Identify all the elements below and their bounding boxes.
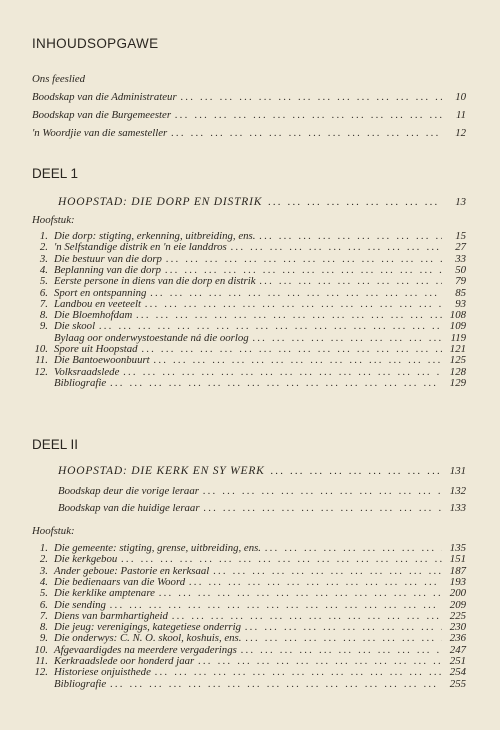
chapter-number: 1. (39, 542, 48, 554)
chapter-title: Spore uit Hoopstad (54, 343, 138, 355)
chapter-title: Beplanning van die dorp (54, 263, 162, 276)
chapter-title: Landbou en veeteelt (54, 297, 141, 310)
chapter-number: 9. (39, 320, 48, 333)
page-number: 209 (449, 598, 466, 611)
chapter-label: Hoofstuk: (32, 525, 75, 537)
page-number: 33 (455, 252, 466, 265)
chapter-number: 3. (39, 252, 48, 265)
chapter-number: 6. (39, 598, 48, 611)
chapter-title: Die skool (54, 320, 96, 333)
chapter-title: Die sending (54, 598, 106, 611)
chapter-title: Die Bloemhofdam (54, 309, 133, 322)
toc-entry: Boodskap van die huidige leraar ... . 133 (58, 502, 466, 515)
page-number: 193 (449, 575, 466, 588)
chapter-number: 1. (39, 230, 48, 242)
chapter-number: 8. (39, 621, 48, 634)
page-number: 85 (455, 286, 466, 299)
page-number: 109 (449, 320, 466, 333)
chapter-number: 3. (39, 564, 48, 577)
chapter-title: Die kerkgebou (54, 553, 118, 566)
page-number: 128 (449, 365, 466, 378)
chapter-number: 10. (34, 343, 48, 355)
chapter-title: Ander geboue: Pastorie en kerksaal (54, 564, 210, 577)
page-number: 15 (455, 230, 466, 242)
page-number: 187 (449, 564, 466, 577)
part-heading: DEEL 1 (32, 166, 79, 181)
chapter-title: Die Bantoewoonbuurt (54, 354, 150, 367)
page-number: 225 (449, 609, 466, 622)
page-number: 50 (455, 263, 466, 276)
page-number: 255 (449, 677, 466, 690)
part-heading: DEEL II (32, 437, 79, 452)
chapter-number: 2. (39, 241, 48, 254)
chapter-title: Die bedienaars van die Woord (54, 575, 186, 588)
chapter-title: Volksraadslede (54, 365, 120, 378)
chapter-number: 4. (39, 575, 48, 588)
intro-anthem: Ons feeslied (32, 73, 86, 85)
chapter-number: 10. (34, 643, 48, 656)
chapter-number: 4. (39, 263, 48, 276)
chapter-title: Sport en ontspanning (54, 286, 147, 299)
chapter-title: Bibliografie (54, 677, 107, 690)
chapter-label: Hoofstuk: (32, 214, 75, 226)
chapter-number: 7. (39, 297, 48, 310)
chapter-number: 12. (34, 666, 48, 679)
chapter-title: Afgevaardigdes na meerdere vergaderings (54, 643, 237, 656)
chapter-number: 9. (39, 632, 48, 645)
chapter-number: 11. (35, 354, 48, 367)
chapter-number: 5. (39, 275, 48, 288)
page-number: 236 (449, 632, 466, 645)
page-number: 93 (455, 297, 466, 310)
toc-entry: 'n Woordjie van die samesteller ... . 12 (32, 127, 466, 140)
page-number: 108 (449, 309, 466, 322)
chapter-number: 8. (39, 309, 48, 322)
chapter-title: Die kerklike amptenare (54, 587, 155, 600)
chapter-title: Die bestuur van die dorp (54, 252, 162, 265)
toc-entry (32, 678, 466, 691)
page-number: 200 (449, 587, 466, 600)
chapter-number: 7. (39, 609, 48, 622)
page-number: 151 (449, 553, 466, 566)
toc-entry: Boodskap van die Administrateur ... . 10 (32, 91, 466, 104)
page-number: 27 (455, 241, 466, 254)
page-number: 129 (449, 376, 466, 389)
chapter-title: Die gemeente: stigting, grense, uitbreiding, ens. (54, 542, 261, 554)
section-heading: HOOPSTAD: DIE KERK EN SY WERK ... . 131 (58, 465, 466, 479)
chapter-number: 6. (39, 286, 48, 299)
chapter-title: Historiese onjuisthede (54, 666, 151, 679)
chapter-number: 12. (34, 365, 48, 378)
page-number: 251 (449, 655, 466, 667)
chapter-title: Diens van barmhartigheid (54, 609, 168, 622)
chapter-title: Kerkraadslede oor honderd jaar (54, 655, 195, 667)
chapter-title: Eerste persone in diens van die dorp en distrik (54, 275, 256, 288)
chapter-number: 2. (39, 553, 48, 566)
page-number: 247 (449, 643, 466, 656)
chapter-title: Die dorp: stigting, erkenning, uitbreiding, ens. (54, 230, 256, 242)
chapter-number: 5. (39, 587, 48, 600)
chapter-title: Bylaag oor onderwystoestande ná die oorlog (54, 331, 249, 344)
toc-entry: Boodskap van die Burgemeester ... . 11 (32, 109, 466, 122)
page-number: 254 (449, 666, 466, 679)
chapter-title: 'n Selfstandige distrik en 'n eie landdros (54, 241, 227, 254)
page-number: 121 (449, 343, 466, 355)
page-number: 79 (455, 275, 466, 288)
toc-entry: Boodskap deur die vorige leraar ... . 132 (58, 485, 466, 498)
page-number: 230 (449, 621, 466, 634)
chapter-title: Bibliografie (54, 376, 107, 389)
chapter-title: Die onderwys: C. N. O. skool, koshuis, ens. (54, 632, 242, 645)
page-number: 135 (449, 542, 466, 554)
toc-entry (32, 377, 466, 390)
page-number: 119 (450, 331, 466, 344)
page-title: INHOUDSOPGAWE (32, 36, 159, 51)
chapter-number: 11. (35, 655, 48, 667)
section-heading: HOOPSTAD: DIE DORP EN DISTRIK ... . 13 (58, 196, 466, 210)
chapter-title: Die jeug: verenigings, kategetiese onderrig (54, 621, 241, 634)
page-number: 125 (449, 354, 466, 367)
